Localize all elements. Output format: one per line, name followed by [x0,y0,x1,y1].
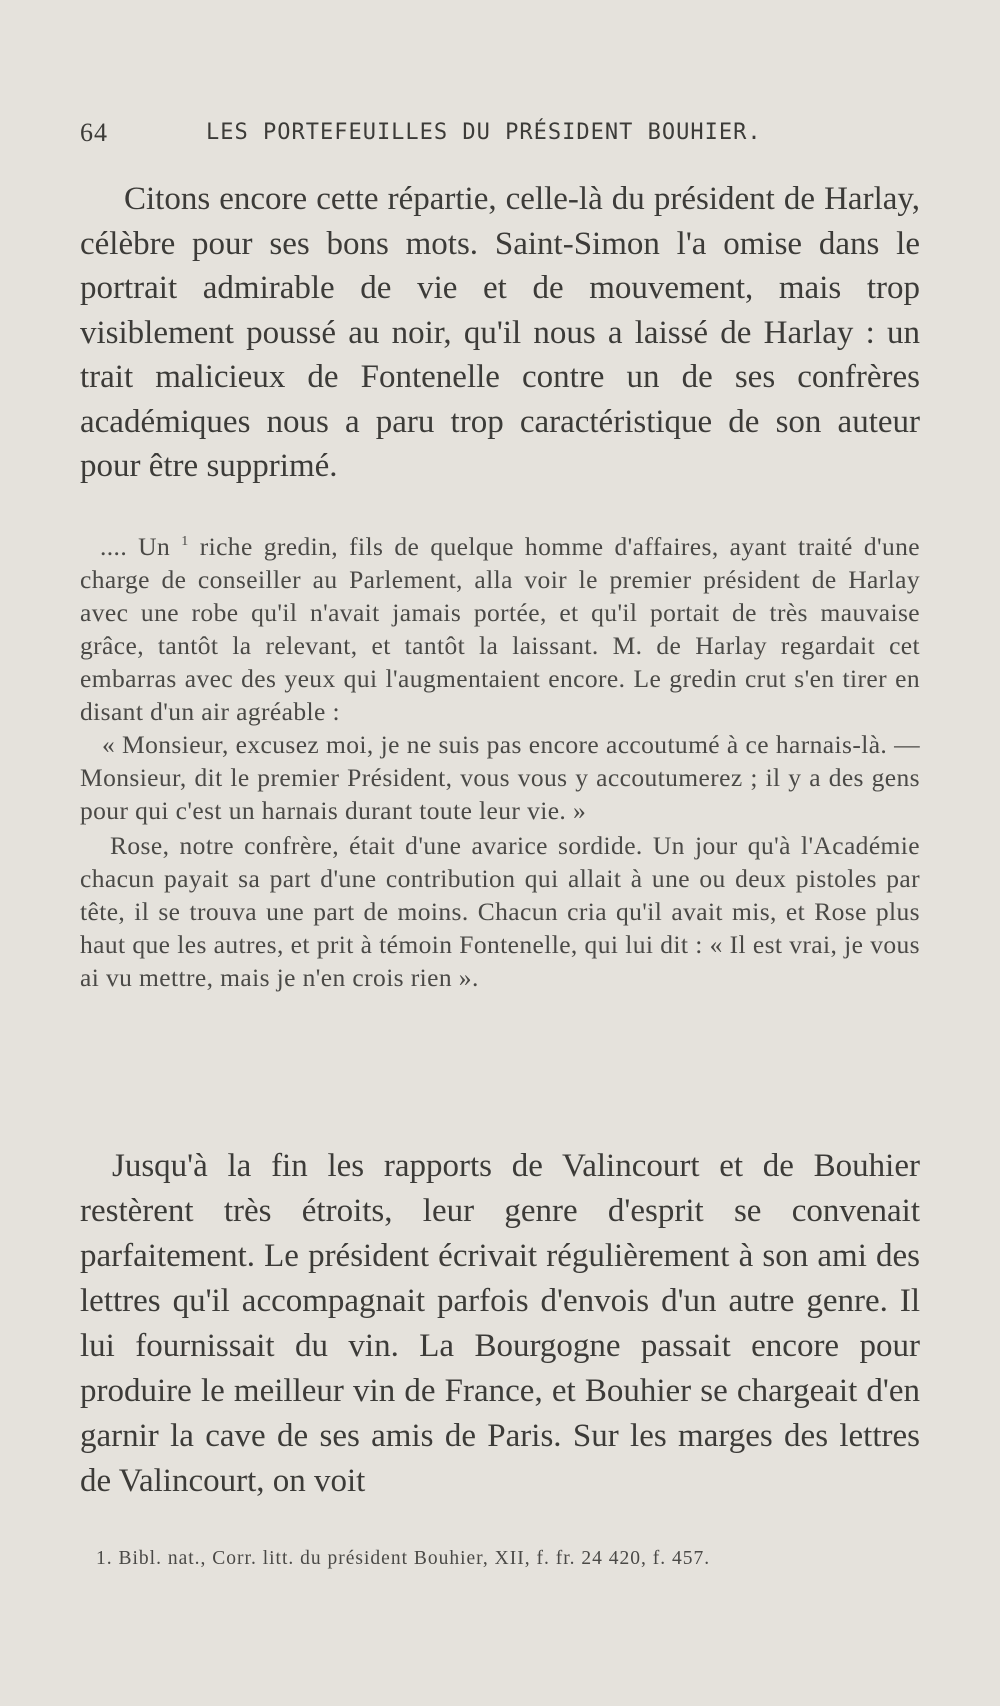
running-head [80,118,922,158]
quote-paragraph: « Monsieur, excusez moi, je ne suis pas encore accoutumé à ce harnais-là. — Monsieur, dit le premier Président, vous vous y accoutumerez ; il y a des gens pour qui c'est un harnais durant toute leur vie. » [80,730,920,825]
page-number: 64 [80,118,108,147]
body-paragraph [80,177,920,489]
quote-lead: .... Un [100,532,171,561]
footnote: 1. Bibl. nat., Corr. litt. du président Bouhier, XII, f. fr. 24 420, f. 457. [96,1548,711,1569]
running-title: LES PORTEFEUILLES DU PRÉSIDENT BOUHIER. [206,120,762,145]
quote-text: riche gredin, fils de quelque homme d'affaires, ayant traité d'une charge de conseiller au Parlement, alla voir le premier président de Harlay avec une robe qu'il n'avait jamais portée, et qu'il portait de très mauvaise grâce, tantôt la relevant, et tantôt la laissant. M. de Harlay regardait cet embarras avec des yeux qui l'augmentaient encore. Le gredin crut s'en tirer en disant d'un air agréable : [80,532,920,726]
body-paragraph [80,1144,920,1504]
quote-paragraph: Rose, notre confrère, était d'une avarice sordide. Un jour qu'à l'Académie chacun payait sa part d'une contribution qui allait à une ou deux pistoles par tête, il se trouva une part de moins. Chacun cria qu'il avait mis, et Rose plus haut que les autres, et prit à témoin Fontenelle, qui lui dit : « Il est vrai, je vous ai vu mettre, mais je n'en crois rien ». [80,831,920,992]
quoted-excerpt [80,525,920,994]
footnote-reference: 1 [181,534,189,549]
quote-paragraph [80,525,920,728]
paragraph-text: Citons encore cette répartie, celle-là du président de Harlay, célèbre pour ses bons mots. Saint-Simon l'a omise dans le portrait admirable de vie et de mouvement, mais trop visiblement poussé au noir, qu'il nous a laissé de Harlay : un trait malicieux de Fontenelle contre un de ses confrères académiques nous a paru trop caractéristique de son auteur pour être supprimé. [80,181,920,484]
paragraph-text: Jusqu'à la fin les rapports de Valincourt et de Bouhier restèrent très étroits, leur genre d'esprit se convenait parfaitement. Le président écrivait régulièrement à son ami des lettres qu'il accompagnait parfois d'envois d'un autre genre. Il lui fournissait du vin. La Bourgogne passait encore pour produire le meilleur vin de France, et Bouhier se chargeait d'en garnir la cave de ses amis de Paris. Sur les marges des lettres de Valincourt, on voit [80,1148,920,1499]
